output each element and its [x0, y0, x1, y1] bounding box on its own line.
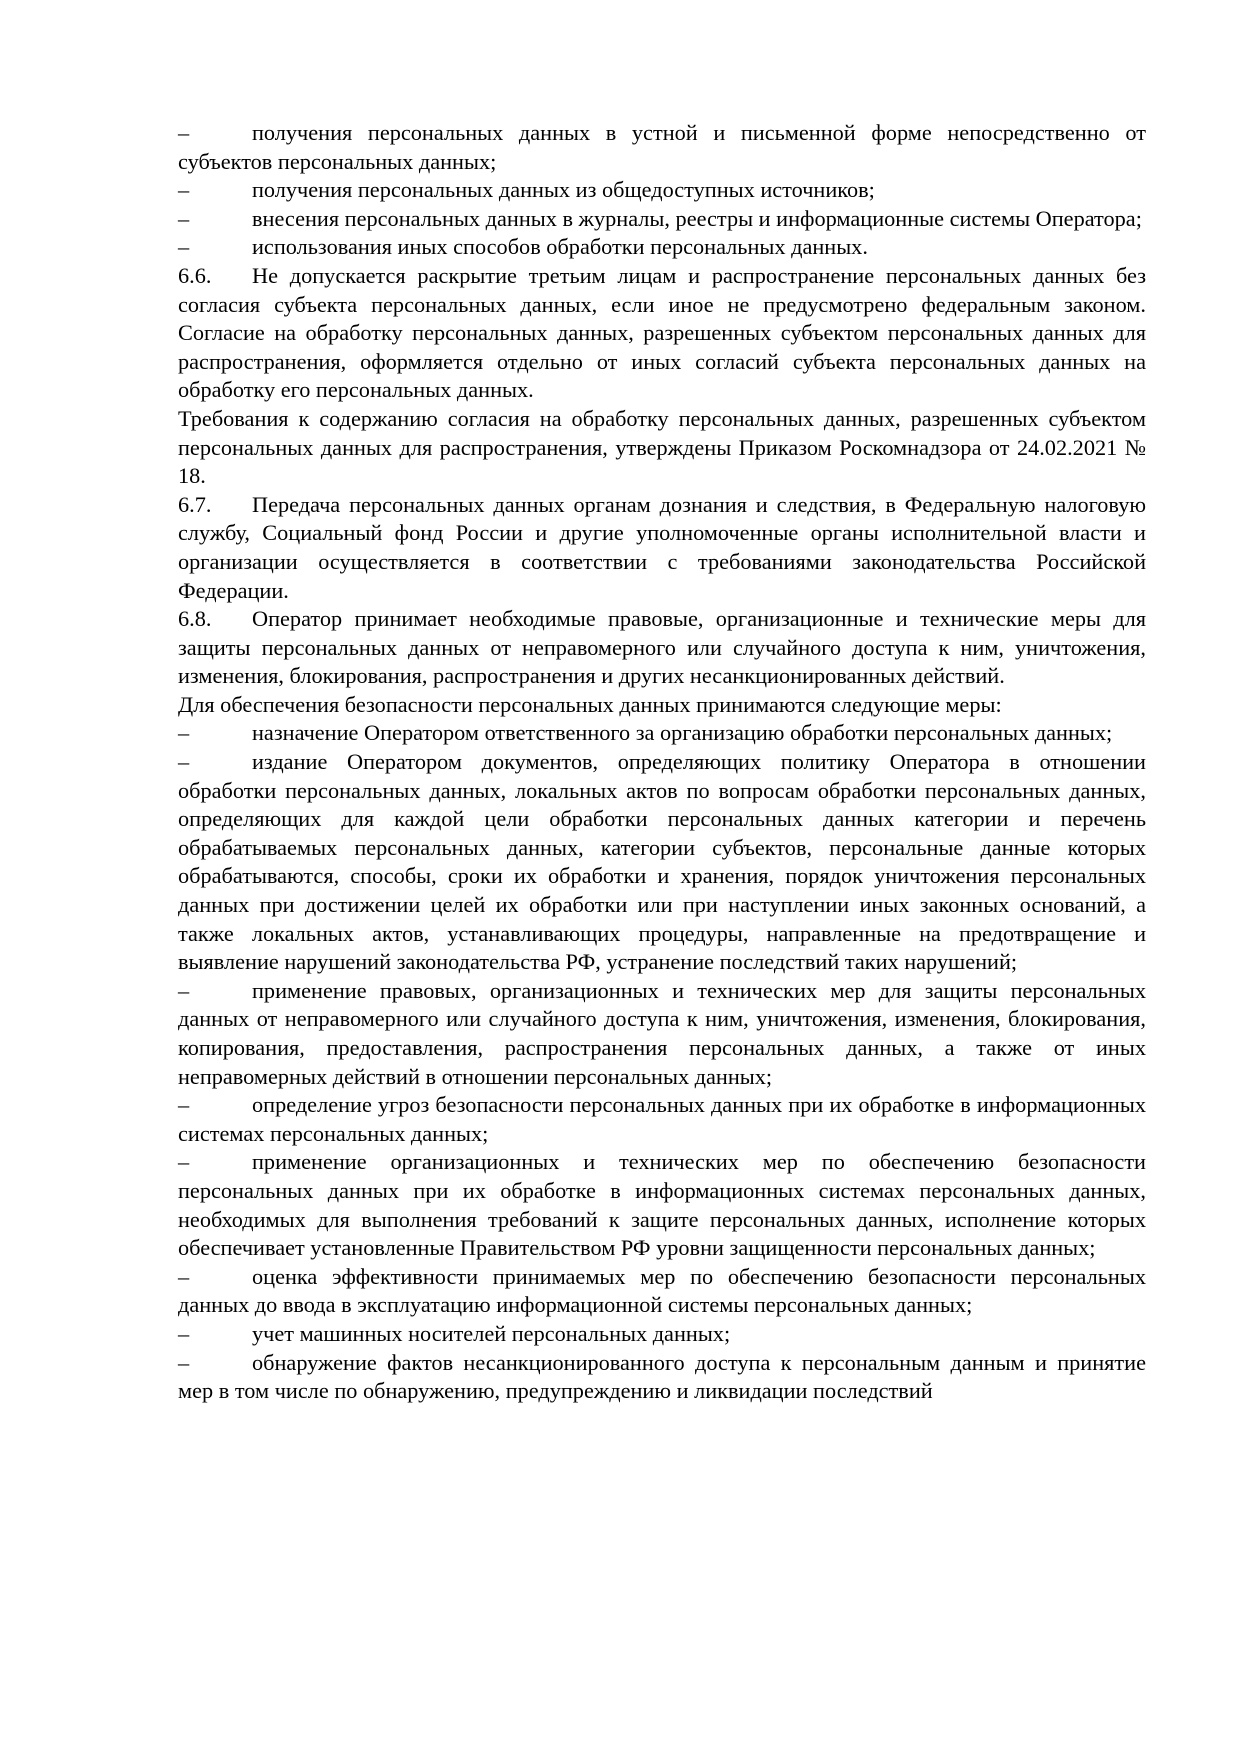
- bullet-text: назначение Оператором ответственного за организацию обработки персональных данных;: [252, 720, 1113, 746]
- dash-marker: –: [178, 234, 190, 260]
- dash-marker: –: [178, 120, 190, 145]
- bullet-item: [178, 1349, 1146, 1406]
- bullet-text: обнаружение фактов несанкционированного доступа к персональным данным и принятие мер в том числе по обнаружению, предупреждению и ликвидации последствий: [178, 1349, 1146, 1404]
- clause-text: Оператор принимает необходимые правовые, организационные и технические меры для защиты персональных данных от неправомерного или случайного доступа к ним, уничтожения, изменения, блокирования, распространения и других несанкционированных действий.: [178, 606, 1146, 689]
- clause-6-7: [178, 491, 1146, 605]
- clause-text: Не допускается раскрытие третьим лицам и распространение персональных данных без согласия субъекта персональных данных, если иное не предусмотрено федеральным законом. Согласие на обработку персональных данных, разрешенных субъектом персональных данных для распространения, оформляется отдельно от иных согласий субъекта персональных данных на обработку его персональных данных.: [178, 262, 1146, 403]
- dash-marker: –: [178, 749, 190, 775]
- bullet-text: использования иных способов обработки персональных данных.: [252, 234, 868, 260]
- document-body: [178, 119, 1146, 1406]
- bullet-text: получения персональных данных в устной и письменной форме непосредственно от субъектов персональных данных;: [178, 120, 1146, 174]
- bullet-text: издание Оператором документов, определяющих политику Оператора в отношении обработки персональных данных, локальных актов по вопросам обработки персональных данных, определяющих для каждой цели обработки персональных данных категории и перечень обрабатываемых персональных данных, категории субъектов, персональные данные которых обрабатываются, способы, сроки их обработки и хранения, порядок уничтожения персональных данных при достижении целей их обработки или при наступлении иных законных оснований, а также локальных актов, устанавливающих процедуры, направленные на предотвращение и выявление нарушений законодательства РФ, устранение последствий таких нарушений;: [178, 749, 1146, 975]
- bullet-text: применение организационных и технических мер по обеспечению безопасности персональных данных при их обработке в информационных системах персональных данных, необходимых для выполнения требований к защите персональных данных, исполнение которых обеспечивает установленные Правительством РФ уровни защищенности персональных данных;: [178, 1149, 1146, 1261]
- dash-marker: –: [178, 1263, 190, 1289]
- dash-marker: –: [178, 1320, 190, 1346]
- bullet-item: [178, 719, 1146, 748]
- bullet-item: [178, 1320, 1146, 1349]
- bullet-item: [178, 748, 1146, 977]
- paragraph-text: Требования к содержанию согласия на обработку персональных данных, разрешенных субъектом персональных данных для распространения, утверждены Приказом Роскомнадзора от 24.02.2021 № 18.: [178, 405, 1146, 489]
- bullet-text: получения персональных данных из общедоступных источников;: [252, 177, 875, 203]
- paragraph-security-measures: [178, 691, 1146, 720]
- paragraph-consent-requirements: [178, 405, 1146, 491]
- clause-text: Передача персональных данных органам дознания и следствия, в Федеральную налоговую службу, Социальный фонд России и другие уполномоченные органы исполнительной власти и организации осуществляется в соответствии с требованиями законодательства Российской Федерации.: [178, 491, 1146, 603]
- bullet-item: [178, 176, 1146, 205]
- dash-marker: –: [178, 205, 190, 231]
- bullet-text: оценка эффективности принимаемых мер по обеспечению безопасности персональных данных до ввода в эксплуатацию информационной системы персональных данных;: [178, 1263, 1146, 1318]
- bullet-item: [178, 119, 1146, 176]
- clause-number: 6.6.: [178, 262, 212, 288]
- bullet-item: [178, 977, 1146, 1091]
- dash-marker: –: [178, 720, 190, 746]
- dash-marker: –: [178, 177, 190, 203]
- bullet-text: определение угроз безопасности персональных данных при их обработке в информационных системах персональных данных;: [178, 1092, 1146, 1146]
- bullet-text: учет машинных носителей персональных данных;: [252, 1320, 731, 1346]
- dash-marker: –: [178, 1149, 190, 1175]
- dash-marker: –: [178, 977, 190, 1003]
- bullet-text: применение правовых, организационных и технических мер для защиты персональных данных от неправомерного или случайного доступа к ним, уничтожения, изменения, блокирования, копирования, предоставления, распространения персональных данных, а также от иных неправомерных действий в отношении персональных данных;: [178, 977, 1146, 1089]
- clause-6-6: [178, 262, 1146, 405]
- bullet-item: [178, 233, 1146, 262]
- bullet-item: [178, 1148, 1146, 1262]
- bullet-item: [178, 1091, 1146, 1148]
- bullet-item: [178, 205, 1146, 234]
- paragraph-text: Для обеспечения безопасности персональных данных принимаются следующие меры:: [178, 691, 1002, 717]
- dash-marker: –: [178, 1349, 190, 1375]
- bullet-text: внесения персональных данных в журналы, реестры и информационные системы Оператора;: [252, 205, 1142, 231]
- dash-marker: –: [178, 1092, 190, 1118]
- clause-number: 6.8.: [178, 606, 212, 632]
- bullet-item: [178, 1263, 1146, 1320]
- clause-6-8: [178, 605, 1146, 691]
- clause-number: 6.7.: [178, 491, 212, 517]
